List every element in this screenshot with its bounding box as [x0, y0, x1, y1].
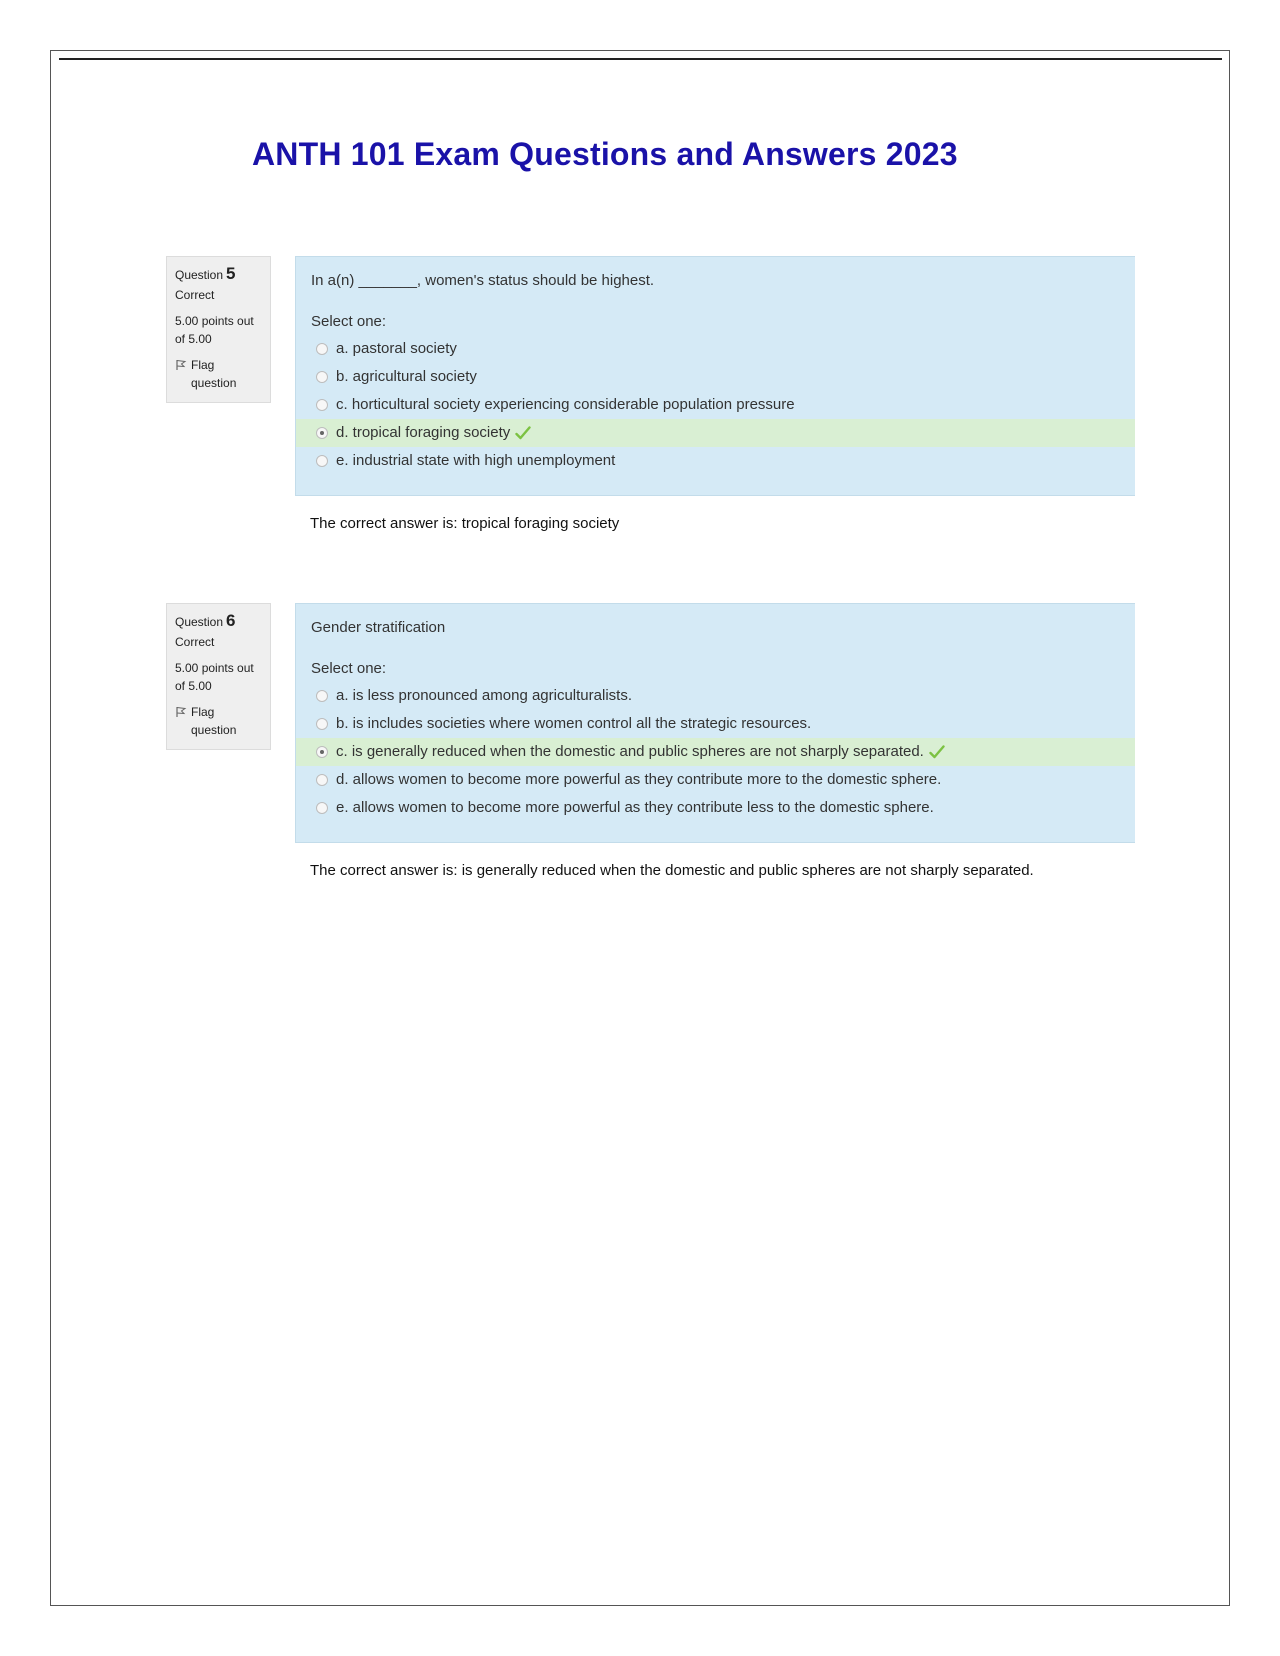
radio-icon[interactable]: [316, 343, 328, 355]
answer-label: e. industrial state with high unemployment: [336, 452, 616, 469]
answer-label: d. allows women to become more powerful as they contribute more to the domestic sphere.: [336, 771, 942, 788]
radio-icon[interactable]: [316, 746, 328, 758]
question-grade: 5.00 points out of 5.00: [175, 314, 254, 346]
question-label: Question: [175, 268, 224, 282]
top-rule: [59, 58, 1222, 60]
select-one-prompt: Select one:: [311, 313, 387, 330]
radio-icon[interactable]: [316, 802, 328, 814]
question-info: [166, 603, 271, 750]
radio-icon[interactable]: [316, 371, 328, 383]
answer-option[interactable]: [296, 794, 1135, 822]
answer-label: c. is generally reduced when the domestic and public spheres are not sharply separated.: [336, 743, 924, 760]
answer-option[interactable]: [296, 738, 1135, 766]
flag-icon: [175, 706, 187, 718]
question-state: Correct: [175, 288, 215, 302]
question-number: 5: [226, 264, 236, 283]
answer-label: b. is includes societies where women control all the strategic resources.: [336, 715, 812, 732]
check-icon: [929, 745, 945, 759]
answer-option[interactable]: [296, 710, 1135, 738]
answer-option[interactable]: [296, 682, 1135, 710]
question-grade: 5.00 points out of 5.00: [175, 661, 254, 693]
radio-icon[interactable]: [316, 427, 328, 439]
answer-option[interactable]: [296, 419, 1135, 447]
flag-label: Flag question: [191, 705, 237, 737]
radio-icon[interactable]: [316, 399, 328, 411]
answer-label: a. pastoral society: [336, 340, 457, 357]
answer-option[interactable]: [296, 391, 1135, 419]
correct-answer-feedback: The correct answer is: is generally reduced when the domestic and public spheres are not sharply separated.: [310, 862, 1034, 879]
question-number-line: [175, 265, 262, 284]
select-one-prompt: Select one:: [311, 660, 387, 677]
answer-label: b. agricultural society: [336, 368, 477, 385]
radio-icon[interactable]: [316, 455, 328, 467]
answer-option[interactable]: [296, 335, 1135, 363]
correct-answer-feedback: The correct answer is: tropical foraging society: [310, 515, 620, 532]
flag-label: Flag question: [191, 358, 237, 390]
question-formulation: [295, 256, 1135, 496]
question-number-line: [175, 612, 262, 631]
check-icon: [515, 426, 531, 440]
answer-option[interactable]: [296, 766, 1135, 794]
radio-icon[interactable]: [316, 774, 328, 786]
answer-list: [296, 335, 1135, 475]
flag-icon: [175, 359, 187, 371]
answer-label: d. tropical foraging society: [336, 424, 511, 441]
answer-label: e. allows women to become more powerful as they contribute less to the domestic sphere.: [336, 799, 934, 816]
question-text: Gender stratification: [311, 619, 446, 636]
question-text: In a(n) _______, women's status should be highest.: [311, 272, 655, 289]
question-formulation: [295, 603, 1135, 843]
answer-option[interactable]: [296, 447, 1135, 475]
question-number: 6: [226, 611, 236, 630]
answer-option[interactable]: [296, 363, 1135, 391]
answer-label: a. is less pronounced among agriculturalists.: [336, 687, 632, 704]
question-state: Correct: [175, 635, 215, 649]
flag-question-button[interactable]: [175, 703, 262, 739]
answer-list: [296, 682, 1135, 822]
answer-label: c. horticultural society experiencing considerable population pressure: [336, 396, 795, 413]
page-title: ANTH 101 Exam Questions and Answers 2023: [252, 136, 958, 172]
question-label: Question: [175, 615, 224, 629]
question-info: [166, 256, 271, 403]
flag-question-button[interactable]: [175, 356, 262, 392]
radio-icon[interactable]: [316, 718, 328, 730]
radio-icon[interactable]: [316, 690, 328, 702]
